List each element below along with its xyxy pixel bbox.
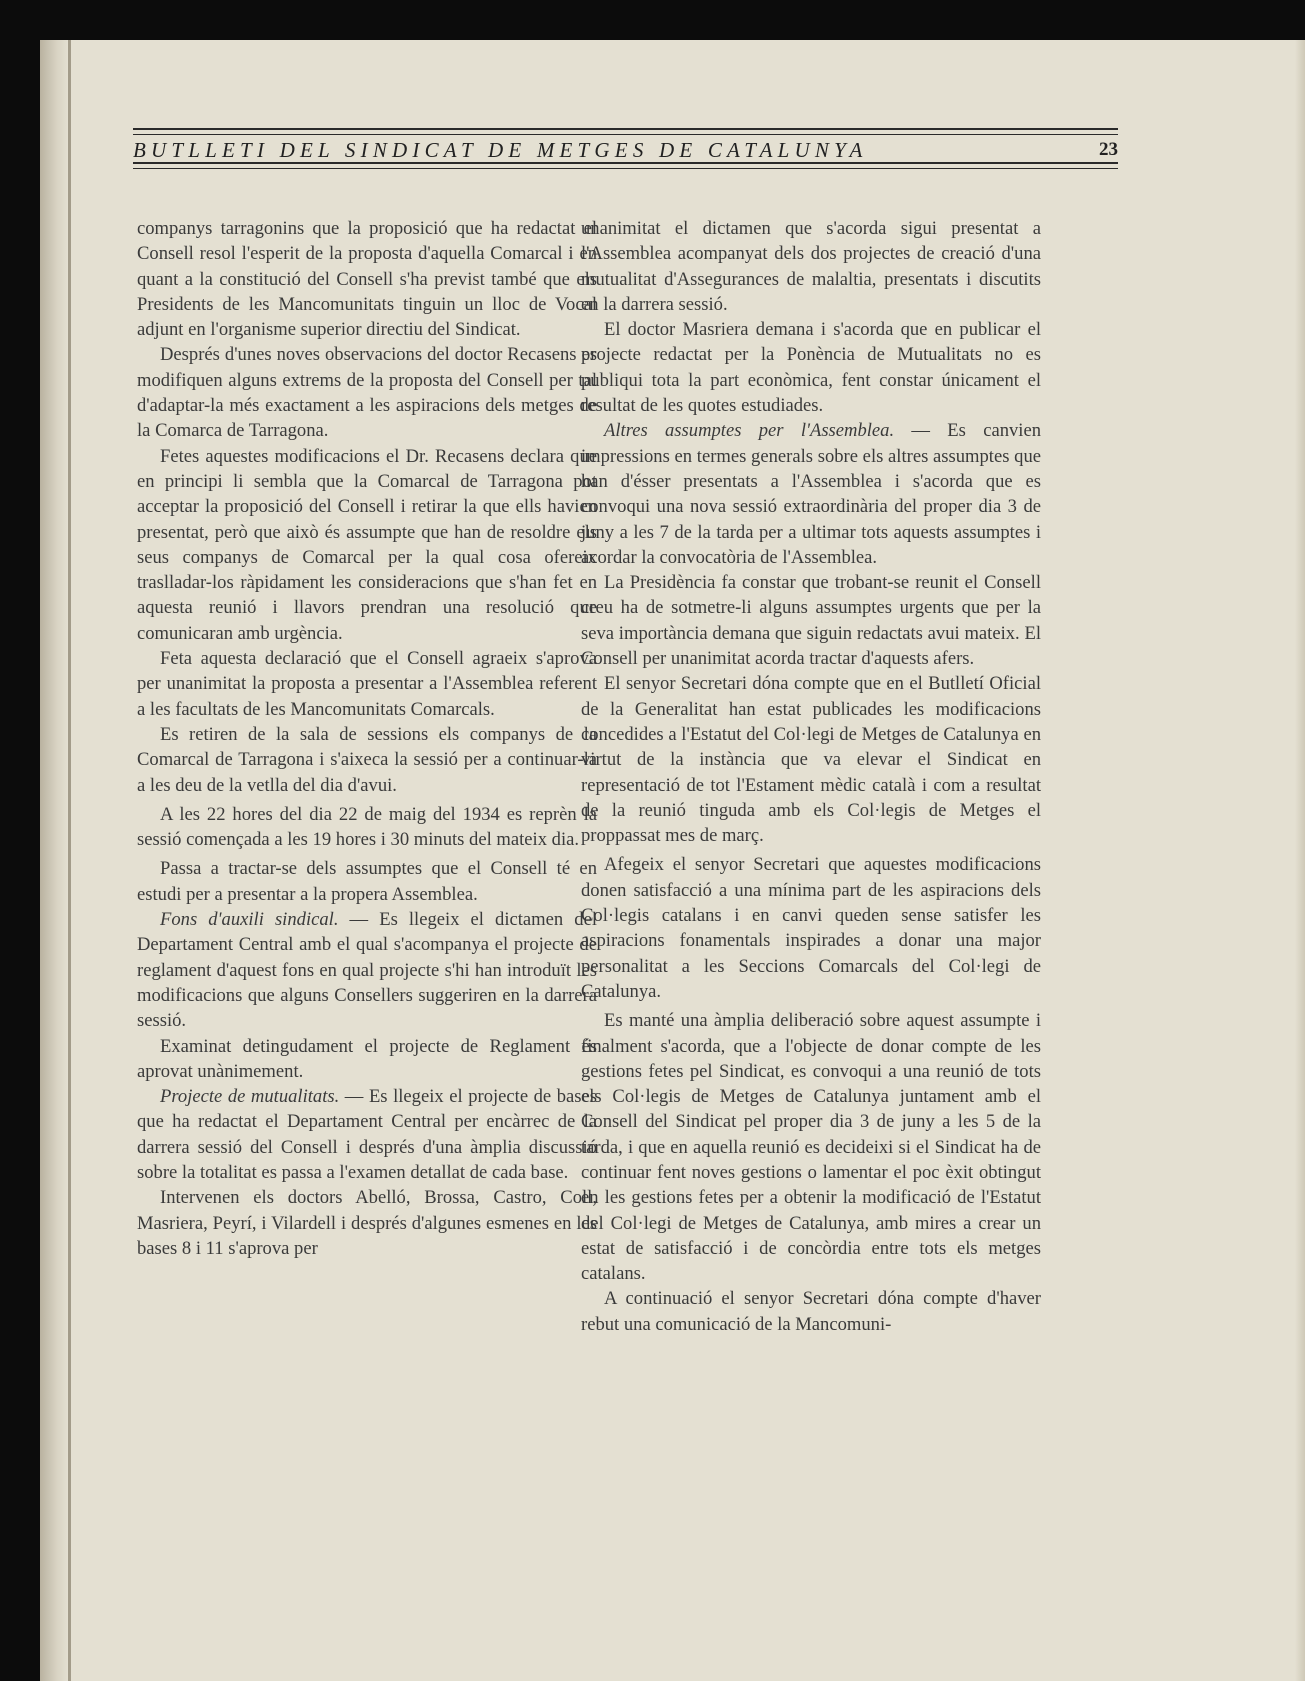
paragraph: Es manté una àmplia deliberació sobre aquest assumpte i finalment s'acorda, que a l'objecte de donar compte de les gestions fetes pel Sindicat, es convoqui a una reunió de tots els Col·legis de Metges de Catalunya juntament amb el Consell del Sindicat pel proper dia 3 de juny a les 5 de la tarda, i que en aquella reunió es decideixi si el Sindicat ha de continuar fent noves gestions o lamentar el poc èxit obtingut en les gestions fetes per a obtenir la modificació de l'Estatut del Col·legi de Metges de Catalunya, amb mires a crear un estat de satisfacció i de concòrdia entre tots els metges catalans. <box>581 1010 1041 1285</box>
header-rule-top-thin <box>133 134 1118 135</box>
paragraph: Feta aquesta declaració que el Consell agraeix s'aprova per unanimitat la proposta a presentar a l'Assemblea referent a les facultats de les Mancomunitats Comarcals. <box>137 648 597 720</box>
paragraph: Després d'unes noves observacions del doctor Recasens es modifiquen alguns extrems de la proposta del Consell per tal d'adaptar-la més exactament a les aspiracions dels metges de la Comarca de Tarragona. <box>137 344 597 442</box>
paragraph: La Presidència fa constar que trobant-se reunit el Consell creu ha de sotmetre-li alguns assumptes urgents que per la seva importància demana que siguin redactats avui mateix. El Consell per unanimitat acorda tractar d'aquests afers. <box>581 572 1041 670</box>
paragraph: A continuació el senyor Secretari dóna compte d'haver rebut una comunicació de la Mancomuni- <box>581 1288 1041 1335</box>
paragraph: companys tarragonins que la proposició que ha redactat el Consell resol l'esperit de la proposta d'aquella Comarcal i en quant a la constitució del Consell s'ha previst també que els Presidents de les Mancomunitats tinguin un lloc de Vocal adjunt en l'organisme superior directiu del Sindicat. <box>137 218 597 341</box>
right-column <box>581 216 1041 1337</box>
page-number: 23 <box>1099 139 1118 160</box>
paragraph: El senyor Secretari dóna compte que en el Butlletí Oficial de la Generalitat han estat publicades les modificacions concedides a l'Estatut del Col·legi de Metges de Catalunya en virtut de la instància que va elevar el Sindicat en representació de tot l'Estament mèdic català i com a resultat de la reunió tinguda amb els Col·legis de Metges el proppassat mes de març. <box>581 673 1041 847</box>
paragraph: Examinat detingudament el projecte de Reglament és aprovat unànimement. <box>137 1035 597 1082</box>
paragraph: Fetes aquestes modificacions el Dr. Recasens declara que en principi li sembla que la Comarcal de Tarragona pot acceptar la proposició del Consell i retirar la que ells havien presentat, però que això és assumpte que han de resoldre els seus companys de Comarcal per la qual cosa ofereix traslladar-los ràpidament les consideracions que s'han fet en aquesta reunió i llavors prendran una resolució que comunicaran amb urgència. <box>137 445 597 644</box>
paragraph: A les 22 hores del dia 22 de maig del 1934 es reprèn la sessió començada a les 19 hores i 30 minuts del mateix dia. <box>137 803 597 851</box>
page-right-shadow <box>1295 40 1305 1681</box>
paragraph: Altres assumptes per l'Assemblea. — Es canvien impressions en termes generals sobre els altres assumptes que han d'ésser presentats a l'Assemblea i s'acorda que es convoqui una nova sessió extraordinària del proper dia 3 de juny a les 7 de la tarda per a ultimar tots aquests assumptes i acordar la convocatòria de l'Assemblea. <box>581 420 1042 568</box>
paragraph: unanimitat el dictamen que s'acorda sigui presentat a l'Assemblea acompanyat dels dos projectes de creació d'una mutualitat d'Assegurances de malaltia, presentats i discutits en la darrera sessió. <box>581 218 1041 315</box>
paragraph: Afegeix el senyor Secretari que aquestes modificacions donen satisfacció a una mínima part de les aspiracions dels Col·legis catalans i en canvi queden sense satisfer les aspiracions fonamentals inspirades a donar una major personalitat a les Seccions Comarcals del Col·legi de Catalunya. <box>581 854 1041 1002</box>
section-title: Fons d'auxili sindical. <box>160 909 339 931</box>
paragraph: El doctor Masriera demana i s'acorda que en publicar el projecte redactat per la Ponència de Mutualitats no es publiqui tota la part econòmica, fent constar únicament el resultat de les quotes estudiades. <box>581 319 1041 417</box>
paragraph: Es retiren de la sala de sessions els companys de la Comarcal de Tarragona i s'aixeca la sessió per a continuar-la a les deu de la vetlla del dia d'avui. <box>137 723 597 796</box>
section-title: Altres assumptes per l'Assemblea. <box>604 420 895 442</box>
header-rule-top <box>133 128 1118 130</box>
binding-gutter <box>68 40 71 1681</box>
paragraph: Projecte de mutualitats. — Es llegeix el projecte de bases que ha redactat el Departament Central per encàrrec de la darrera sessió del Consell i després d'una àmplia discussió sobre la totalitat es passa a l'examen detallat de cada base. <box>137 1086 597 1183</box>
section-title: Projecte de mutualitats. <box>160 1086 340 1108</box>
header-rule-bottom-thin <box>133 168 1118 169</box>
page-edge-shadow <box>40 40 68 1681</box>
left-column <box>137 216 597 1261</box>
journal-title: BUTLLETI DEL SINDICAT DE METGES DE CATALUNYA <box>133 138 868 162</box>
paragraph: Fons d'auxili sindical. — Es llegeix el dictamen del Departament Central amb el qual s'acompanya el projecte de reglament d'aquest fons en qual projecte s'hi han introduït les modificacions que alguns Consellers suggeriren en la darrera sessió. <box>137 909 597 1032</box>
running-header <box>133 86 1118 176</box>
paragraph: Passa a tractar-se dels assumptes que el Consell té en estudi per a presentar a la propera Assemblea. <box>137 858 597 905</box>
header-rule-bottom <box>133 162 1118 164</box>
paragraph: Intervenen els doctors Abelló, Brossa, Castro, Coll, Masriera, Peyrí, i Vilardell i després d'algunes esmenes en les bases 8 i 11 s'aprova per <box>137 1187 597 1259</box>
